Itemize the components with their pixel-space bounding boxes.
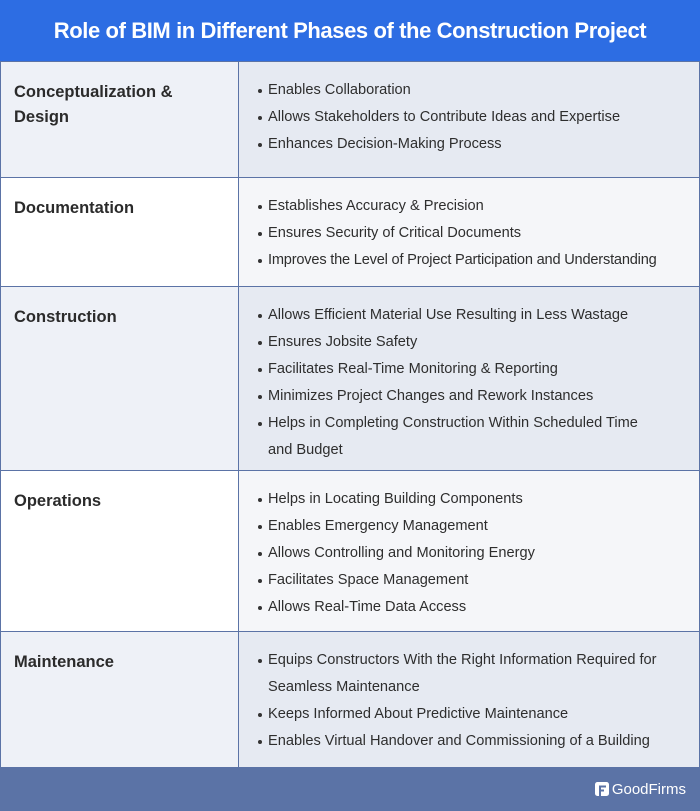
phase-cell: Maintenance xyxy=(1,632,239,767)
list-item: Improves the Level of Project Participation and Understanding xyxy=(257,247,699,274)
benefits-list xyxy=(239,471,699,631)
list-item: Helps in Locating Building Components xyxy=(257,486,699,513)
list-item: Equips Constructors With the Right Information Required for Seamless Maintenance xyxy=(257,647,687,701)
table-row xyxy=(1,286,699,470)
benefits-list xyxy=(239,632,699,767)
list-item: Allows Stakeholders to Contribute Ideas and Expertise xyxy=(257,104,699,131)
table-row xyxy=(1,61,699,177)
bim-phases-table xyxy=(0,61,700,767)
list-item: Ensures Jobsite Safety xyxy=(257,329,649,356)
table-row xyxy=(1,631,699,767)
list-item: Keeps Informed About Predictive Maintenance xyxy=(257,701,687,728)
benefits-list xyxy=(239,287,699,470)
table-row xyxy=(1,470,699,631)
list-item: Enables Virtual Handover and Commissioning of a Building xyxy=(257,728,687,755)
list-item: Facilitates Real-Time Monitoring & Reporting xyxy=(257,356,649,383)
list-item: Allows Efficient Material Use Resulting in Less Wastage xyxy=(257,302,649,329)
goodfirms-logo-icon xyxy=(595,782,609,796)
list-item: Enables Collaboration xyxy=(257,77,699,104)
footer xyxy=(0,767,700,811)
phase-cell: Operations xyxy=(1,471,239,631)
goodfirms-logo xyxy=(595,781,686,798)
benefits-list xyxy=(239,178,699,286)
page-title xyxy=(0,0,700,61)
list-item: Facilitates Space Management xyxy=(257,567,699,594)
list-item: Minimizes Project Changes and Rework Instances xyxy=(257,383,649,410)
phase-cell: Documentation xyxy=(1,178,239,286)
title-text: Role of BIM in Different Phases of the Construction Project xyxy=(53,17,647,43)
phase-cell: Construction xyxy=(1,287,239,470)
list-item: Establishes Accuracy & Precision xyxy=(257,193,699,220)
table-row xyxy=(1,177,699,286)
list-item: Helps in Completing Construction Within Scheduled Time and Budget xyxy=(257,410,649,464)
list-item: Ensures Security of Critical Documents xyxy=(257,220,699,247)
list-item: Allows Controlling and Monitoring Energy xyxy=(257,540,699,567)
list-item: Enhances Decision-Making Process xyxy=(257,131,699,158)
list-item: Enables Emergency Management xyxy=(257,513,699,540)
list-item: Allows Real-Time Data Access xyxy=(257,594,699,621)
benefits-list xyxy=(239,62,699,177)
phase-cell: Conceptualization & Design xyxy=(1,62,239,177)
brand-name: GoodFirms xyxy=(611,780,686,798)
